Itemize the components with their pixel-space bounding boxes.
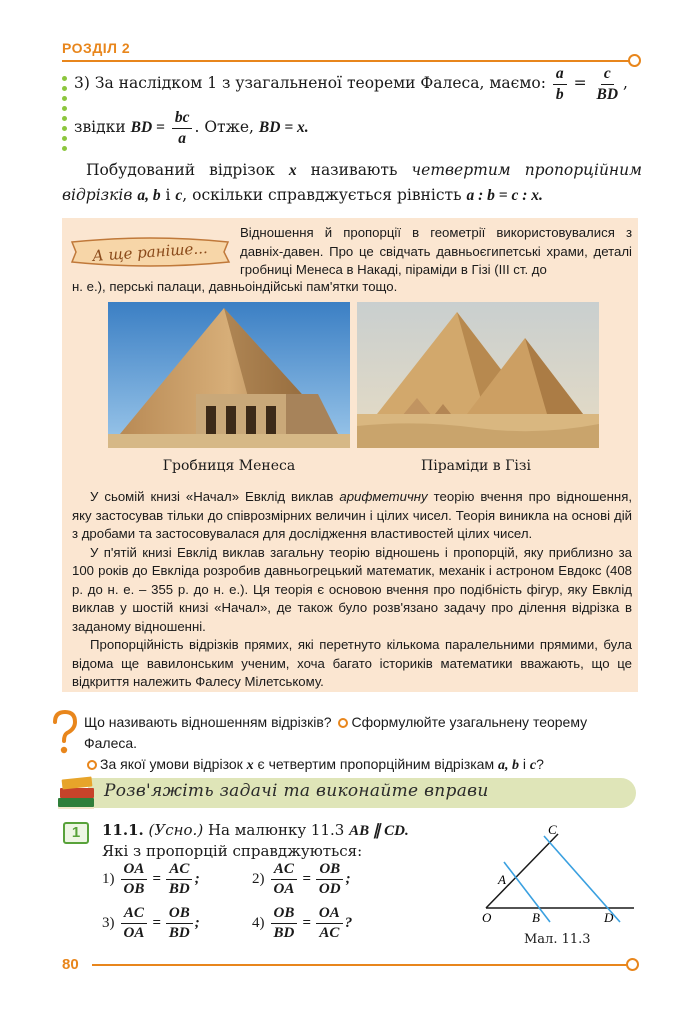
- figure-line-ab: [504, 862, 550, 922]
- point-label-b: B: [532, 910, 540, 925]
- caption-tomb: Гробниця Менеса: [162, 458, 296, 474]
- history-badge: [66, 236, 234, 268]
- figure-slanted-line: [486, 834, 558, 908]
- problem-11-1: 11.1. (Усно.) На малюнку 11.3 AB ∥ CD. Які з пропорцій справджуються:: [102, 820, 462, 861]
- page-number: 80: [62, 956, 79, 973]
- bd-equals: BD =: [130, 119, 165, 136]
- footer-circle: [626, 958, 639, 971]
- tasks-title: Розв'яжіть задачі та виконайте вправи: [104, 781, 489, 801]
- history-paragraph-3: Пропорційність відрізків прямих, які перетнуто кількома паралельними прямими, була відома ще вавилонським ученим, хоча багато істориків математики вважають, що це відкриття належить Фалесу Мілетському.: [72, 637, 632, 689]
- question-2: Сформулюйте узагальнену теорему Фалеса.: [84, 714, 588, 751]
- books-icon: [54, 770, 98, 812]
- history-paragraph-2: У п'ятій книзі Евклід виклав загальну теорію відношень і пропорцій, яку приблизно за 100 років до Евкліда розробив давньогрецький математик, механік і астроном Евдокс (408 р. до н. е. – 355 р. до н. е.). Ця теорія є основою вчення про подібність фігур, яку Евклід виклав у шостій книзі «Начал», де також було розв'язано задачу про ділення відрізка в заданому відношенні.: [72, 544, 632, 634]
- figure-caption: Мал. 11.3: [524, 932, 591, 947]
- intro-step-prefix: 3) За наслідком 1 з узагальненої теореми Фалеса, маємо:: [74, 74, 546, 92]
- history-badge-text: А ще раніше...: [91, 238, 209, 266]
- question-1: Що називають відношенням відрізків?: [84, 714, 332, 730]
- history-intro-continued: н. е.), перські палаци, давньоіндійські пам'ятки тощо.: [72, 279, 398, 294]
- fraction-bc-a: $\frac{bc}{a}$: [172, 110, 193, 146]
- point-label-o: O: [482, 910, 492, 925]
- review-questions: Що називають відношенням відрізків? Сформулюйте узагальнену теорему Фалеса. За якої умови відрізок x є четвертим пропорційним відрізкам a, b і c?: [84, 714, 588, 773]
- option-4: 4) $\frac{OB}{BD}$ = $\frac{OA}{AC}$ ?: [252, 905, 353, 941]
- question-mark-icon: [50, 710, 78, 756]
- definition-equality: a : b = c : x.: [466, 187, 543, 204]
- level-badge: 1: [63, 822, 89, 844]
- history-intro: Відношення й пропорції в геометрії використовувалися з давніх-давен. Про це свідчать давньоєгипетські храми, деталі гробниці Менеса в Накаді, піраміди в Гізі (III ст. до: [240, 225, 632, 277]
- intro-conclusion: BD = x.: [258, 119, 309, 136]
- option-3: 3) $\frac{AC}{OA}$ = $\frac{OB}{BD}$ ;: [102, 905, 200, 941]
- point-label-a: A: [498, 872, 506, 887]
- caption-pyramids: Піраміди в Гізі: [421, 458, 531, 474]
- point-label-c: C: [548, 822, 557, 837]
- history-body: [72, 488, 632, 692]
- bullet-circle-icon: [338, 718, 348, 728]
- intro-row2-prefix: звідки: [74, 118, 126, 136]
- intro-row2-suffix: . Отже,: [194, 118, 254, 136]
- problem-number: 11.1.: [102, 821, 144, 839]
- bullet-circle-icon: [87, 760, 97, 770]
- option-1: 1) $\frac{OA}{OB}$ = $\frac{AC}{BD}$ ;: [102, 861, 200, 897]
- margin-dots: [62, 76, 68, 156]
- fraction-a-b: $\frac{a}{b}$: [553, 66, 567, 102]
- intro-step: 3) За наслідком 1 з узагальненої теореми Фалеса, маємо: $\frac{a}{b}$ = $\frac{c}{BD}$ , звідки BD = $\frac{bc}{a}$ . Отже, BD = x.: [74, 65, 628, 147]
- tomb-of-menes-photo: [108, 302, 350, 448]
- problem-question: Які з пропорцій справджуються:: [102, 842, 363, 860]
- definition-term: четвертим пропорційним відрізків: [62, 161, 642, 204]
- option-2: 2) $\frac{AC}{OA}$ = $\frac{OB}{OD}$ ;: [252, 861, 351, 897]
- problem-mode: (Усно.): [148, 821, 204, 839]
- point-label-d: D: [604, 910, 614, 925]
- header-line: [62, 60, 630, 62]
- pyramids-of-giza-photo: [357, 302, 599, 448]
- section-label: РОЗДІЛ 2: [62, 40, 131, 56]
- definition-paragraph: Побудований відрізок x називають четвертим пропорційним відрізків a, b і c, оскільки справджується рівність a : b = c : x.: [62, 161, 642, 204]
- history-paragraph-1: У сьомій книзі «Начал» Евклід виклав арифметичну теорію вчення про відношення, яку застосував тільки до співрозмірних величин і цілих чисел. Теорія виникла на основі дій з дробами та застосовувалася для дослідження властивостей цілих чисел.: [72, 489, 632, 541]
- equals: =: [573, 74, 587, 92]
- fraction-c-bd: $\frac{c}{BD}$: [596, 65, 619, 103]
- footer-line: [92, 964, 628, 966]
- figure-11-3: [468, 822, 638, 932]
